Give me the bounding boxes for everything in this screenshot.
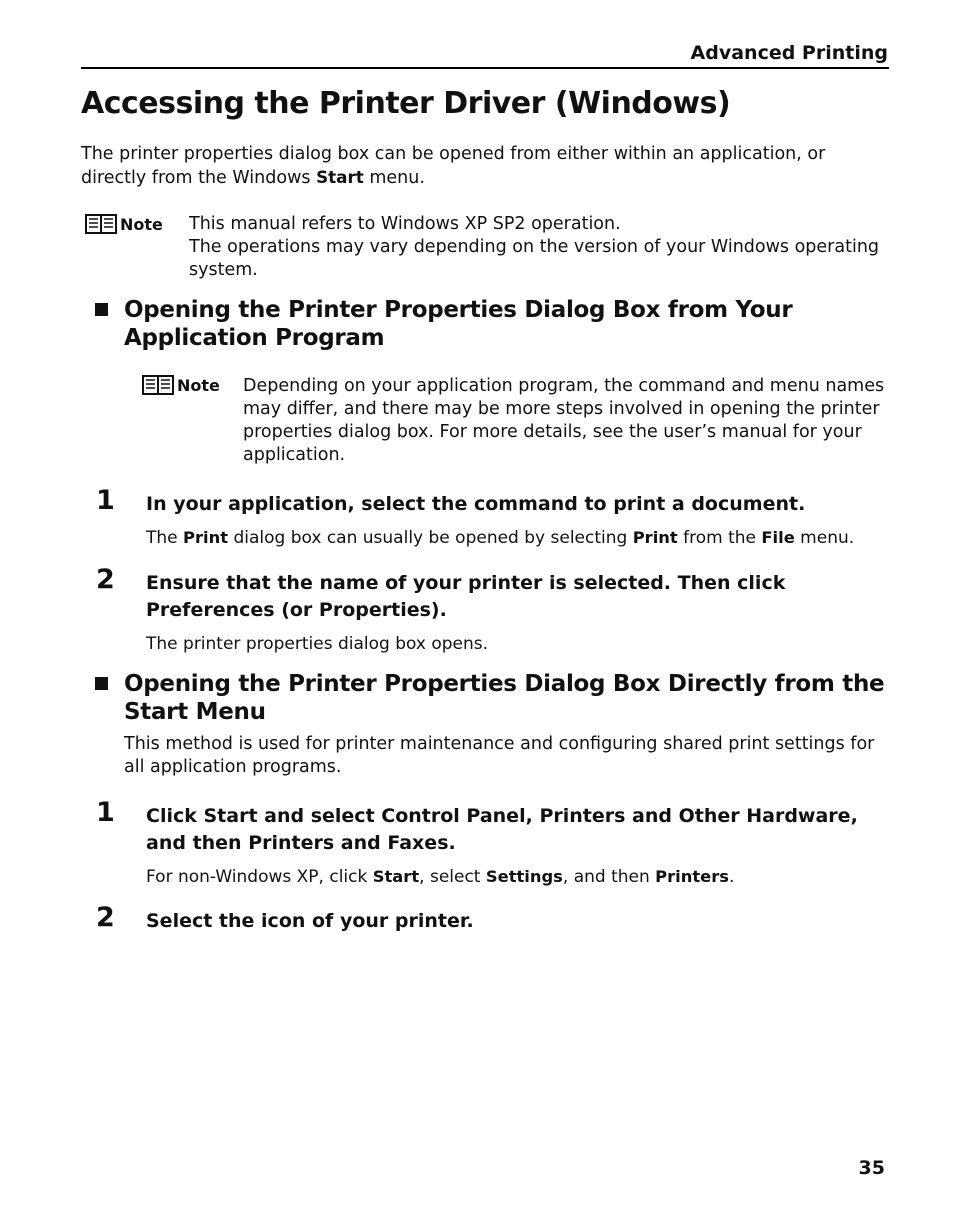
instruction-text: (or [274, 599, 319, 621]
section-description: This method is used for printer maintenance and configuring shared print settings for all application programs. [124, 734, 875, 777]
instruction-text: . [448, 832, 456, 854]
instruction-text: , and then [146, 805, 858, 854]
step-instruction: In your application, select the command to print a document. [146, 493, 806, 515]
section-bullet [95, 303, 108, 316]
instruction-text: and [625, 805, 679, 827]
instruction-text: ). [430, 599, 447, 621]
intro-text: menu. [363, 168, 425, 188]
step-number: 2 [96, 564, 115, 595]
section-heading: Opening the Printer Properties Dialog Box from Your Application Program [124, 297, 793, 351]
note-text [189, 213, 889, 282]
step-detail [146, 527, 886, 549]
ui-term-start: Start [372, 867, 420, 886]
ui-term-print: Print [632, 528, 678, 547]
running-header: Advanced Printing [690, 42, 888, 64]
instruction-text: and select [257, 805, 382, 827]
step-number: 2 [96, 902, 115, 933]
page-title: Accessing the Printer Driver (Windows) [81, 86, 731, 121]
note-marker [142, 375, 220, 395]
instruction-text: Ensure that the name of your printer is selected. Then click [146, 572, 786, 594]
ui-term-file: File [761, 528, 795, 547]
ui-term-properties: Properties [318, 599, 431, 621]
note-line: The operations may vary depending on the version of your Windows operating system. [189, 237, 880, 280]
intro-paragraph [81, 143, 881, 190]
section-bullet [95, 677, 108, 690]
note-text: Depending on your application program, the command and menu names may differ, and there may be more steps involved in opening the printer properties dialog box. For more details, see the user’s manual for your application. [243, 376, 885, 465]
note-line: This manual refers to Windows XP SP2 operation. [189, 214, 621, 234]
ui-term-control-panel: Control Panel [381, 805, 526, 827]
step-detail [146, 866, 886, 888]
detail-text: . [729, 867, 735, 887]
detail-text: For non-Windows XP, click [146, 867, 373, 887]
ui-term-other-hardware: Other Hardware [678, 805, 851, 827]
ui-term-print: Print [183, 528, 229, 547]
book-icon [85, 214, 117, 234]
detail-text: from the [677, 528, 762, 548]
note-marker [85, 214, 163, 234]
intro-text: The printer properties dialog box can be opened from either within an application, or directly from the Windows [81, 144, 826, 188]
step-instruction [146, 570, 886, 624]
step-instruction: Select the icon of your printer. [146, 910, 474, 932]
instruction-text: , [525, 805, 540, 827]
detail-text: , and then [562, 867, 656, 887]
note-label: Note [177, 375, 220, 395]
page-number: 35 [858, 1157, 885, 1179]
note-label: Note [120, 214, 163, 234]
detail-text: dialog box can usually be opened by selecting [228, 528, 633, 548]
step-detail: The printer properties dialog box opens. [146, 634, 489, 654]
section-heading: Opening the Printer Properties Dialog Box Directly from the Start Menu [124, 671, 885, 725]
book-icon [142, 375, 174, 395]
detail-text: The [146, 528, 184, 548]
ui-term-start: Start [203, 805, 258, 827]
detail-text: , select [419, 867, 486, 887]
detail-text: menu. [794, 528, 855, 548]
ui-term-start: Start [316, 167, 364, 187]
step-number: 1 [96, 485, 115, 516]
ui-term-settings: Settings [485, 867, 563, 886]
step-instruction [146, 803, 886, 857]
ui-term-printers-and-faxes: Printers and Faxes [248, 832, 449, 854]
ui-term-preferences: Preferences [146, 599, 275, 621]
ui-term-printers: Printers [655, 867, 729, 886]
header-rule [81, 67, 889, 69]
step-number: 1 [96, 797, 115, 828]
ui-term-printers: Printers [539, 805, 626, 827]
instruction-text: Click [146, 805, 204, 827]
